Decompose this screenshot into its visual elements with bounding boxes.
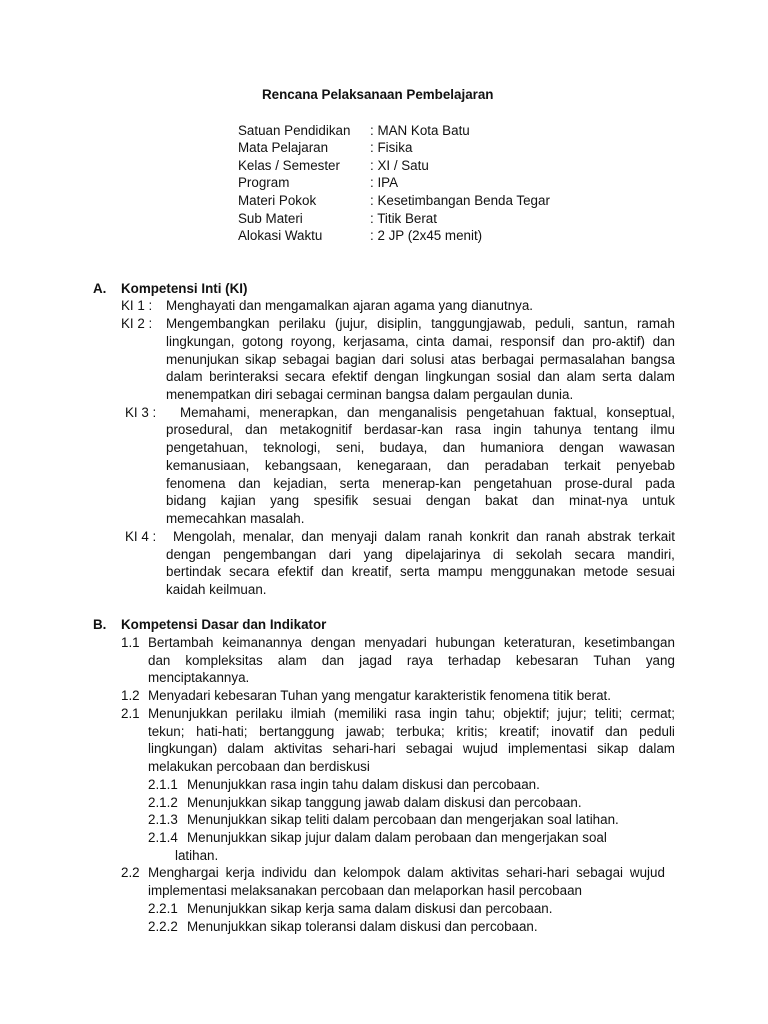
word: dipelajarinya (405, 547, 481, 562)
word: dan (605, 724, 628, 739)
word: kebesaran (515, 653, 579, 668)
word: dengan (166, 547, 211, 562)
word: sehari-hari (332, 741, 396, 756)
word: serta (339, 476, 370, 491)
indicator-text: Menunjukkan sikap kerja sama dalam diskusi dan percobaan. (187, 901, 553, 916)
word: inovatif (551, 724, 594, 739)
kd-1-2-text: Menyadari kebesaran Tuhan yang mengatur karakteristik fenomena titik berat. (148, 688, 611, 703)
word: berbagai (481, 352, 534, 367)
word: untuk (642, 493, 675, 508)
word: lingkungan) (148, 741, 218, 756)
word: sebagai (405, 741, 453, 756)
word: dalam (638, 369, 675, 384)
word: kenegaraan, (356, 458, 432, 473)
word: ilmu (650, 422, 675, 437)
identity-value: : Titik Berat (370, 211, 437, 226)
identity-value: : Fisika (370, 140, 413, 155)
kd-2-1-text (148, 740, 675, 757)
word: di (492, 547, 504, 562)
identity-value: : MAN Kota Batu (370, 123, 470, 138)
word: spesifik (313, 493, 359, 508)
word: damai, (452, 334, 493, 349)
ki-4-text (166, 563, 675, 580)
word: wujud (629, 865, 665, 880)
word: Bertambah (148, 635, 214, 650)
word: responsif (500, 334, 555, 349)
word: disiplin, (377, 316, 422, 331)
ki-2-text: menempatkan diri sebagai cerminan bangsa dalam pergaulan dunia. (166, 387, 574, 402)
ki-3-text (166, 457, 675, 474)
ki-3-label: KI 3 : (125, 405, 157, 420)
ki-2-label: KI 2 : (121, 316, 153, 331)
word: secara (574, 547, 615, 562)
word: cinta (416, 334, 445, 349)
word: yang (645, 653, 675, 668)
word: dan (516, 529, 539, 544)
word: teliti; (594, 706, 623, 721)
identity-label: Kelas / Semester (238, 158, 340, 173)
kd-2-1-text: melakukan percobaan dan berdiskusi (148, 759, 370, 774)
word: ilmiah (290, 706, 326, 721)
ki-3-text (166, 475, 675, 492)
word: dan (148, 653, 171, 668)
kd-2-1-text (148, 723, 675, 740)
word: Mengembangkan (166, 316, 270, 331)
word: pro-aktif) (592, 334, 645, 349)
word: seni, (336, 440, 365, 455)
indicator-text: Menunjukkan sikap tanggung jawab dalam diskusi dan percobaan. (187, 795, 582, 810)
identity-value: : Kesetimbangan Benda Tegar (370, 193, 550, 208)
ki-2-text (166, 351, 675, 368)
word: ingin (428, 706, 458, 721)
identity-value: : XI / Satu (370, 158, 429, 173)
ki-2-text (166, 315, 675, 332)
ki-3-text (166, 439, 675, 456)
indicator-number: 2.2.2 (148, 919, 178, 934)
word: aktivitas (450, 865, 500, 880)
word: kebangsaan, (264, 458, 342, 473)
word: perilaku (235, 706, 283, 721)
word: bertanggung (259, 724, 335, 739)
indicator-text: Menunjukkan sikap jujur dalam dalam perobaan dan mengerjakan soal (187, 830, 607, 845)
word: ingin (493, 422, 522, 437)
word: kompleksitas (185, 653, 263, 668)
word: Menunjukkan (148, 706, 228, 721)
word: gotong (242, 334, 284, 349)
word: Mengolah, (173, 529, 236, 544)
word: sesuai (372, 493, 412, 508)
section-b-heading: Kompetensi Dasar dan Indikator (121, 617, 327, 632)
word: bakat (484, 493, 518, 508)
word: terbuka; (396, 724, 445, 739)
word: tentang (593, 422, 639, 437)
word: menyadari (364, 635, 427, 650)
word: kajian (220, 493, 256, 508)
word: teknologi, (263, 440, 321, 455)
word: jawab; (345, 724, 385, 739)
word: bagian (335, 352, 376, 367)
kd-1-1-text: menciptakannya. (148, 670, 250, 685)
word: jujur; (557, 706, 587, 721)
word: jagad (359, 653, 392, 668)
word: tahu; (465, 706, 496, 721)
word: dan (652, 334, 675, 349)
word: faktual, (553, 405, 598, 420)
word: peduli (639, 724, 675, 739)
word: secara (284, 369, 326, 384)
word: kreatif; (499, 724, 540, 739)
word: cermat; (630, 706, 675, 721)
word: menerapkan, (259, 405, 338, 420)
ki-4-text: kaidah keilmuan. (166, 582, 267, 597)
word: (jujur, (335, 316, 368, 331)
word: solusi (410, 352, 445, 367)
word: dan (346, 405, 370, 420)
word: dengan (310, 635, 356, 650)
word: dalam (166, 369, 203, 384)
word: berinteraksi (209, 369, 279, 384)
word: objektif; (503, 706, 550, 721)
kd-1-2-number: 1.2 (121, 688, 140, 703)
word: peradaban (484, 458, 549, 473)
ki-3-text (166, 421, 675, 438)
word: perilaku (278, 316, 326, 331)
document-title: Rencana Pelaksanaan Pembelajaran (262, 87, 494, 102)
word: mandiri, (627, 547, 675, 562)
word: aktivitas (273, 741, 323, 756)
word: konseptual, (606, 405, 675, 420)
identity-label: Alokasi Waktu (238, 228, 323, 243)
word: dan (562, 334, 585, 349)
word: wujud (462, 741, 498, 756)
word: sesuai (636, 564, 675, 579)
word: individu (261, 865, 307, 880)
word: pengetahuan (466, 405, 545, 420)
word: rasa (455, 422, 482, 437)
word: tekun; (148, 724, 185, 739)
indicator-number: 2.1.2 (148, 795, 178, 810)
word: kejadian, (273, 476, 327, 491)
word: ranah (428, 529, 463, 544)
word: dan (238, 476, 261, 491)
ki-3-text (166, 492, 675, 509)
word: keimanannya (222, 635, 302, 650)
word: dan (537, 369, 560, 384)
word: dan (321, 564, 344, 579)
word: dan (245, 422, 268, 437)
indicator-number: 2.1.4 (148, 830, 178, 845)
identity-label: Satuan Pendidikan (238, 123, 351, 138)
word: lingkungan, (166, 334, 235, 349)
section-b-letter: B. (93, 617, 107, 632)
word: menerap-kan (382, 476, 462, 491)
word: dengan (425, 493, 471, 508)
ki-4-text (173, 528, 675, 545)
word: menganalisis (378, 405, 457, 420)
word: pengetahuan, (166, 440, 248, 455)
word: pada (645, 476, 675, 491)
word: prosedural, (166, 422, 233, 437)
section-a-heading: Kompetensi Inti (KI) (121, 281, 248, 296)
word: kemanusiaan, (166, 458, 250, 473)
kd-2-1-number: 2.1 (121, 706, 140, 721)
word: atas (450, 352, 476, 367)
indicator-text: Menunjukkan sikap teliti dalam percobaan dan mengerjakan soal latihan. (187, 812, 619, 827)
word: terkait (564, 458, 601, 473)
ki-4-text (166, 546, 675, 563)
word: dari (328, 547, 352, 562)
identity-label: Sub Materi (238, 211, 303, 226)
word: santun, (583, 316, 628, 331)
identity-label: Program (238, 175, 290, 190)
word: dalam (227, 741, 264, 756)
word: dengan (374, 369, 419, 384)
word: hubungan (435, 635, 496, 650)
kd-1-1-text (148, 652, 675, 669)
ki-4-label: KI 4 : (125, 529, 157, 544)
kd-1-1-number: 1.1 (121, 635, 140, 650)
word: dan (532, 493, 555, 508)
word: raya (406, 653, 433, 668)
word: penyebab (616, 458, 675, 473)
word: wawasan (619, 440, 675, 455)
word: kesetimbangan (584, 635, 675, 650)
word: dan (313, 865, 337, 880)
word: pengetahuan (473, 476, 552, 491)
word: tanggungjawab, (431, 316, 526, 331)
word: menggunakan (490, 564, 576, 579)
word: sebagai (576, 865, 624, 880)
section-a-letter: A. (93, 281, 107, 296)
kd-2-2-text (148, 864, 665, 881)
word: berdasar-kan (364, 422, 443, 437)
word: (memiliki (333, 706, 387, 721)
indicator-text-continued: latihan. (175, 848, 219, 863)
word: metode (583, 564, 629, 579)
word: bidang (166, 493, 207, 508)
word: konkrit (469, 529, 509, 544)
word: fenomena (166, 476, 226, 491)
word: sekolah (515, 547, 563, 562)
identity-label: Mata Pelajaran (238, 140, 329, 155)
word: ramah (636, 316, 675, 331)
word: dan (301, 529, 324, 544)
word: efektif (331, 369, 368, 384)
word: implementasi (508, 741, 587, 756)
identity-value: : IPA (370, 175, 399, 190)
kd-1-1-text (148, 634, 675, 651)
word: menyaji (330, 529, 378, 544)
word: budaya, (379, 440, 428, 455)
word: serta (399, 564, 430, 579)
word: bangsa (630, 352, 675, 367)
word: kerjasama, (343, 334, 409, 349)
identity-label: Materi Pokok (238, 193, 317, 208)
indicator-number: 2.1.3 (148, 812, 178, 827)
identity-value: : 2 JP (2x45 menit) (370, 228, 483, 243)
kd-2-1-text (148, 705, 675, 722)
ki-2-text (166, 333, 675, 350)
word: humaniora (480, 440, 544, 455)
word: dan (446, 458, 470, 473)
word: yang (363, 547, 393, 562)
word: menalar, (242, 529, 295, 544)
word: efektif (277, 564, 314, 579)
word: secara (229, 564, 270, 579)
indicator-text: Menunjukkan sikap toleransi dalam diskusi dan percobaan. (187, 919, 538, 934)
word: dari (381, 352, 405, 367)
word: dan (442, 440, 466, 455)
indicator-number: 2.1.1 (148, 777, 178, 792)
word: keteraturan, (503, 635, 576, 650)
word: Tuhan (593, 653, 631, 668)
word: tahunya (533, 422, 582, 437)
word: sebagai (282, 352, 330, 367)
word: peduli, (534, 316, 575, 331)
word: dalam (638, 741, 675, 756)
word: dalam (407, 865, 444, 880)
word: mampu (437, 564, 483, 579)
word: menunjukan (166, 352, 239, 367)
word: sikap (597, 741, 629, 756)
word: alam (566, 369, 596, 384)
word: metakognitif (279, 422, 352, 437)
word: terhadap (447, 653, 501, 668)
word: dengan (559, 440, 604, 455)
word: minat-nya (568, 493, 628, 508)
word: bertindak (166, 564, 222, 579)
word: kerja (225, 865, 255, 880)
ki-3-text (180, 404, 675, 421)
word: prose-dural (564, 476, 633, 491)
ki-2-text (166, 368, 675, 385)
kd-2-2-text: implementasi melaksanakan percobaan dan melaporkan hasil percobaan (148, 883, 582, 898)
ki-3-text: memecahkan masalah. (166, 511, 305, 526)
word: royong, (290, 334, 336, 349)
word: dalam (384, 529, 421, 544)
indicator-text: Menunjukkan rasa ingin tahu dalam diskusi dan percobaan. (187, 777, 540, 792)
word: kritis; (456, 724, 488, 739)
ki-1-text: Menghayati dan mengamalkan ajaran agama yang dianutnya. (166, 298, 534, 313)
word: ranah (545, 529, 581, 544)
word: abstrak (587, 529, 632, 544)
word: lingkungan (425, 369, 491, 384)
kd-2-2-number: 2.2 (121, 865, 140, 880)
word: pengembangan (223, 547, 317, 562)
word: serta (602, 369, 632, 384)
word: hati-hati; (196, 724, 248, 739)
word: sosial (496, 369, 531, 384)
word: permasalahan (540, 352, 625, 367)
word: kreatif, (351, 564, 392, 579)
indicator-number: 2.2.1 (148, 901, 178, 916)
word: alam (277, 653, 307, 668)
word: Menghargai (148, 865, 219, 880)
word: Memahami, (180, 405, 250, 420)
word: terkait (638, 529, 675, 544)
word: rasa (394, 706, 421, 721)
word: yang (270, 493, 300, 508)
word: sehari-hari (505, 865, 570, 880)
word: dan (321, 653, 345, 668)
ki-1-label: KI 1 : (121, 298, 153, 313)
word: sikap (245, 352, 277, 367)
word: kelompok (343, 865, 401, 880)
